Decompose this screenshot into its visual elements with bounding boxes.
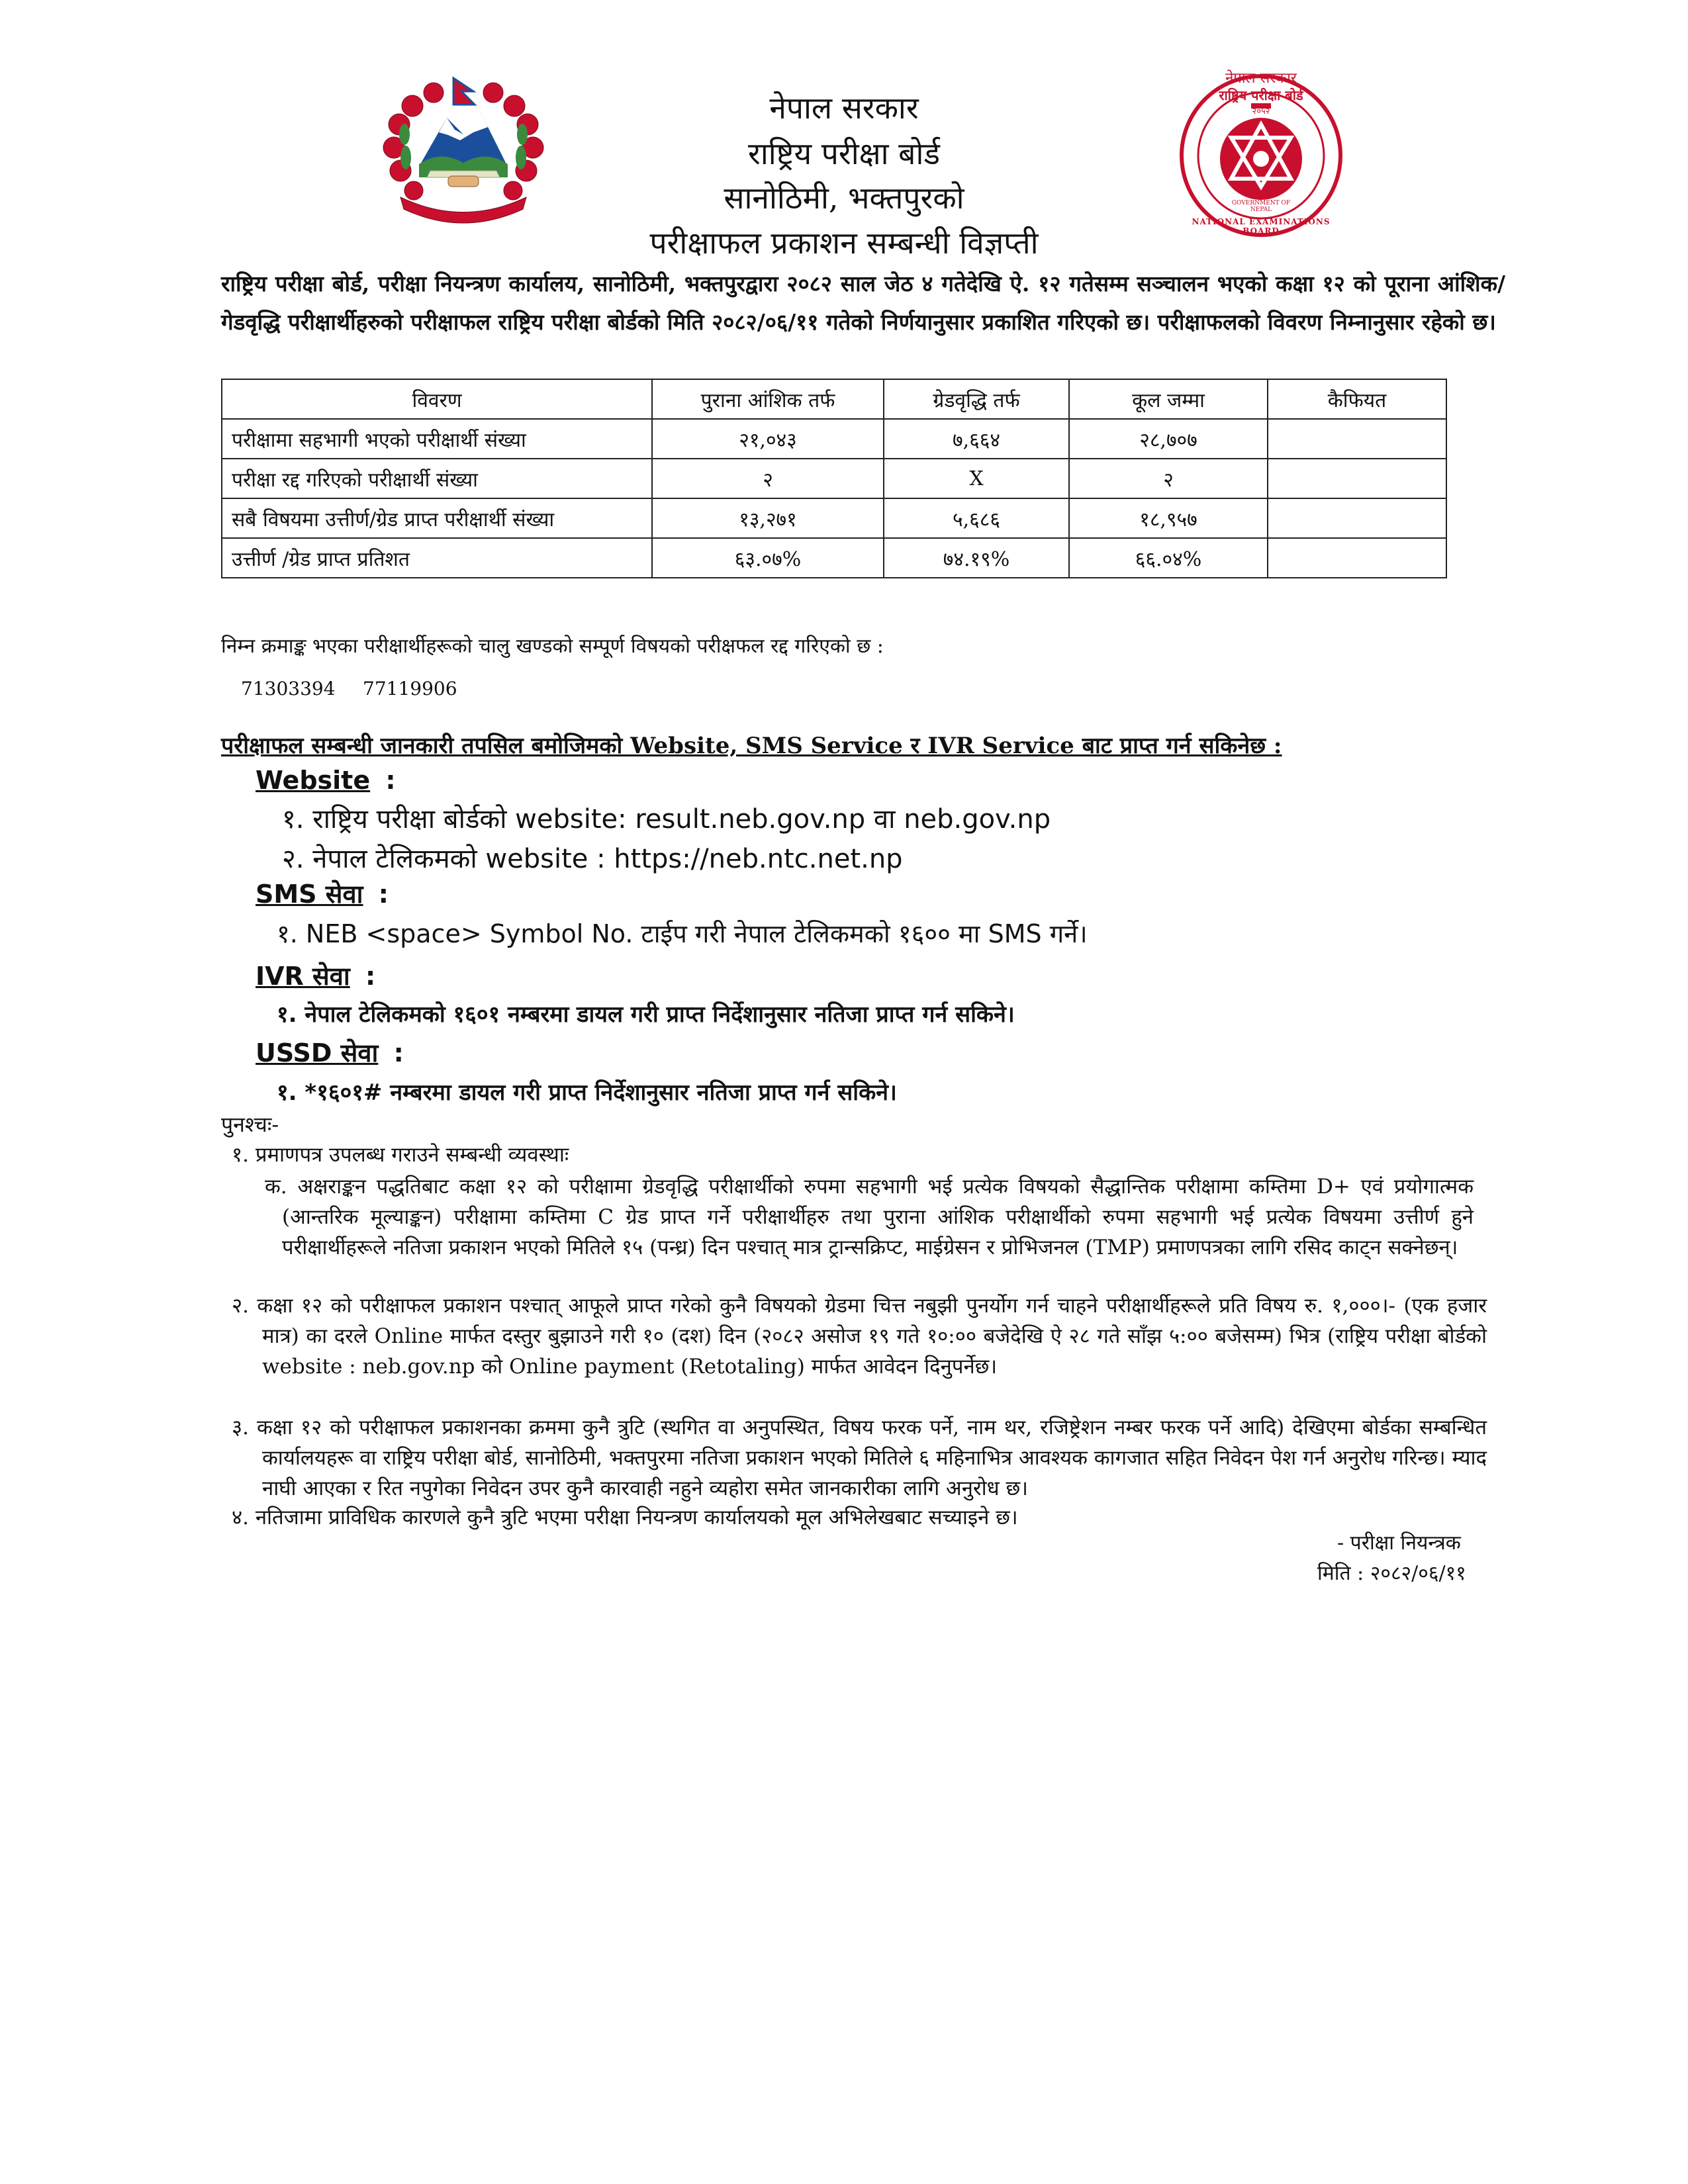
ivr-colon: : [365, 962, 376, 991]
ussd-section [256, 1032, 1480, 1112]
ps-item-2: २. कक्षा १२ को परीक्षाफल प्रकाशन पश्चात् आफूले प्राप्त गरेको कुनै विषयको ग्रेडमा चित्त नबुझी पुनर्योग गर्न चाहने परीक्षार्थीहरूले प्रति विषय रु. १,०००।- (एक हजार मात्र) का दरले Online मार्फत दस्तुर बुझाउने गरी १० (दश) दिन (२०८२ असोज १९ गते १०:०० बजेदेखि ऐ २८ गते साँझ ५:०० बजेसम्म) भित्र (राष्ट्रिय परीक्षा बोर्डको website : neb.gov.np को Online payment (Retotaling) मार्फत आवेदन दिनुपर्नेछ। [232, 1294, 1487, 1379]
table-row [222, 459, 1446, 498]
website-colon: : [385, 766, 396, 795]
cancelled-number: 77119906 [363, 678, 457, 700]
table-cell: २ [1069, 459, 1268, 498]
table-cell: उत्तीर्ण /ग्रेड प्राप्त प्रतिशत [222, 538, 652, 578]
table-header-row [222, 379, 1446, 419]
table-cell: X [884, 459, 1069, 498]
table-row [222, 538, 1446, 578]
table-cell: १८,९५७ [1069, 498, 1268, 538]
table-header-cell: ग्रेडवृद्धि तर्फ [884, 379, 1069, 419]
sms-colon: : [378, 880, 389, 909]
ps-item-4: ४. नतिजामा प्राविधिक कारणले कुनै त्रुटि भएमा परीक्षा नियन्त्रण कार्यालयको मूल अभिलेखबाट सच्याइने छ। [232, 1506, 1018, 1529]
website-title: Website [256, 766, 371, 795]
table-header-cell: पुराना आंशिक तर्फ [652, 379, 884, 419]
ps-item-3: ३. कक्षा १२ को परीक्षाफल प्रकाशनका क्रममा कुनै त्रुटि (स्थगित वा अनुपस्थित, विषय फरक पर्ने, नाम थर, रजिष्ट्रेशन नम्बर फरक पर्ने आदि) देखिएमा बोर्डका सम्बन्धित कार्यालयहरू वा राष्ट्रिय परीक्षा बोर्ड, सानोठिमी, भक्तपुरमा नतिजा प्रकाशन भएको मितिले ६ महिनाभित्र आवश्यक कागजात सहित निवेदन पेश गर्न अनुरोध गरिन्छ। म्याद नाघी आएका र रित नपुगेका निवेदन उपर कुनै कारवाही नहुने व्यहोरा समेत जानकारीका लागि अनुरोध छ। [232, 1416, 1487, 1500]
table-cell: ६६.०४% [1069, 538, 1268, 578]
seal-band-text: GOVERNMENT OF NEPAL [1231, 200, 1291, 213]
cancel-note: निम्न क्रमाङ्क भएका परीक्षार्थीहरूको चालु खण्डको सम्पूर्ण विषयको परीक्षफल रद्द गरिएको छ : [221, 635, 884, 658]
ussd-title: USSD सेवा [256, 1038, 379, 1068]
website-item-neb: १. राष्ट्रिय परीक्षा बोर्डको website: result.neb.gov.np वा neb.gov.np [282, 804, 1051, 835]
header-government: नेपाल सरकार [769, 90, 919, 126]
header-location: सानोठिमी, भक्तपुरको [724, 180, 964, 216]
table-cell: ६३.०७% [652, 538, 884, 578]
ussd-colon: : [393, 1038, 404, 1068]
table-header-cell: कूल जम्मा [1069, 379, 1268, 419]
ussd-item: १. *१६०१# नम्बरमा डायल गरी प्राप्त निर्देशानुसार नतिजा प्राप्त गर्न सकिने। [277, 1079, 897, 1106]
signature-date: मिति : २०८२/०६/११ [1317, 1562, 1466, 1585]
intro-paragraph: राष्ट्रिय परीक्षा बोर्ड, परीक्षा नियन्त्रण कार्यालय, सानोठिमी, भक्तपुरद्वारा २०८२ साल जेठ ४ गतेदेखि ऐ. १२ गतेसम्म सञ्चालन भएको कक्षा १२ को पूराना आंशिक/गेडवृद्धि परीक्षार्थीहरुको परीक्षाफल राष्ट्रिय परीक्षा बोर्डको मिति २०८२/०६/११ गतेको निर्णयानुसार प्रकाशित गरिएको छ। परीक्षाफलको विवरण निम्नानुसार रहेको छ। [221, 271, 1505, 335]
table-cell: ७,६६४ [884, 419, 1069, 459]
table-cell [1268, 498, 1446, 538]
sms-title: SMS सेवा [256, 880, 363, 909]
cancelled-number: 71303394 [241, 678, 336, 700]
table-cell: २१,०४३ [652, 419, 884, 459]
table-header-cell: विवरण [222, 379, 652, 419]
sms-section [256, 875, 1480, 954]
table-cell: १३,२७१ [652, 498, 884, 538]
ps-item-1-title: १. प्रमाणपत्र उपलब्ध गराउने सम्बन्धी व्यवस्थाः [232, 1143, 569, 1167]
seal-year: २०५२ [1252, 107, 1270, 116]
seal-top-text: नेपाल सरकार [1225, 70, 1297, 87]
table-cell [1268, 459, 1446, 498]
table-row [222, 498, 1446, 538]
results-table [221, 379, 1447, 578]
website-item-ntc: २. नेपाल टेलिकमको website : https://neb.ntc.net.np [282, 844, 903, 874]
ps-item-1-a: क. अक्षराङ्कन पद्धतिबाट कक्षा १२ को परीक्षामा ग्रेडवृद्धि परीक्षार्थीको रुपमा सहभागी भई प्रत्येक विषयको सैद्धान्तिक परीक्षामा कम्तिमा D+ एवं प्रयोगात्मक (आन्तरिक मूल्याङ्कन) परीक्षामा कम्तिमा C ग्रेड प्राप्त गर्ने परीक्षार्थीहरु तथा पुराना आंशिक परीक्षार्थीको रुपमा सहभागी भई प्रत्येक विषयमा उत्तीर्ण हुने परीक्षार्थीहरूले नतिजा प्रकाशन भएको मितिले १५ (पन्ध्र) दिन पश्चात् मात्र ट्रान्सक्रिप्ट, माईग्रेसन र प्रोभिजनल (TMP) प्रमाणपत्रका लागि रसिद काट्न सक्नेछन्। [265, 1175, 1474, 1259]
sms-item: १. NEB <space> Symbol No. टाईप गरी नेपाल टेलिकमको १६०० मा SMS गर्ने। [277, 919, 1088, 948]
table-cell: ७४.१९% [884, 538, 1069, 578]
table-cell: २ [652, 459, 884, 498]
table-cell: ५,६८६ [884, 498, 1069, 538]
table-header-cell: कैफियत [1268, 379, 1446, 419]
ivr-item: १. नेपाल टेलिकमको १६०१ नम्बरमा डायल गरी प्राप्त निर्देशानुसार नतिजा प्राप्त गर्न सकिने। [277, 1001, 1015, 1028]
table-cell [1268, 538, 1446, 578]
header-board-name: राष्ट्रिय परीक्षा बोर्ड [748, 136, 940, 171]
website-section [256, 761, 1447, 879]
ps-title: पुनश्चः- [221, 1112, 279, 1137]
seal-bottom-text: NATIONAL EXAMINATIONS BOARD [1192, 217, 1331, 236]
table-cell: सबै विषयमा उत्तीर्ण/ग्रेड प्राप्त परीक्षार्थी संख्या [222, 498, 652, 538]
table-row [222, 419, 1446, 459]
emblem-motto: जननी जन्मभूमिश्च स्वर्गादपि गरीयसी [428, 201, 498, 207]
table-cell [1268, 419, 1446, 459]
table-cell: परीक्षा रद्द गरिएको परीक्षार्थी संख्या [222, 459, 652, 498]
header-notice-title: परीक्षाफल प्रकाशन सम्बन्धी विज्ञप्ती [649, 225, 1039, 261]
table-cell: परीक्षामा सहभागी भएको परीक्षार्थी संख्या [222, 419, 652, 459]
ivr-title: IVR सेवा [256, 962, 350, 991]
table-cell: २८,७०७ [1069, 419, 1268, 459]
info-heading: परीक्षाफल सम्बन्धी जानकारी तपसिल बमोजिमको Website, SMS Service र IVR Service बाट प्राप्त गर्न सकिनेछ : [221, 733, 1282, 759]
signature-by: - परीक्षा नियन्त्रक [1337, 1531, 1461, 1555]
seal-arc-text: राष्ट्रिय परीक्षा बोर्ड [1219, 87, 1303, 103]
ivr-section [256, 957, 1480, 1034]
